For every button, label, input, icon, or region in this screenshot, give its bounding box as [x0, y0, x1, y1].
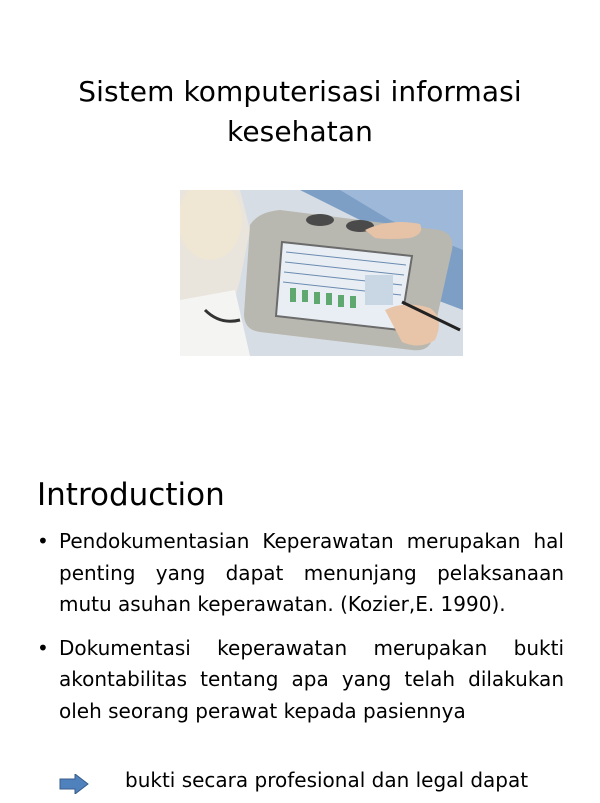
sub-item	[59, 764, 564, 796]
title-line-2: kesehatan	[227, 115, 373, 148]
bullet-dot: •	[37, 635, 49, 660]
section-heading: Introduction	[37, 477, 225, 513]
bullet-text: Dokumentasi keperawatan merupakan bukti akontabilitas tentang apa yang telah dilakukan oleh seorang perawat kepada pasiennya	[59, 635, 564, 723]
slide-title	[0, 72, 600, 152]
tablet-photo	[180, 190, 463, 356]
list-item	[37, 526, 564, 621]
bullet-dot: •	[37, 529, 49, 553]
list-item	[37, 633, 564, 728]
title-line-1: Sistem komputerisasi informasi	[78, 75, 522, 108]
bullet-text: Pendokumentasian Keperawatan merupakan hal penting yang dapat menunjang pelaksanaan mutu asuhan keperawatan. (Kozier,E. 1990).	[59, 529, 564, 616]
right-arrow-icon	[59, 771, 89, 803]
bullet-list	[37, 526, 564, 739]
sub-item-text: bukti secara profesional dan legal dapat	[125, 768, 529, 792]
